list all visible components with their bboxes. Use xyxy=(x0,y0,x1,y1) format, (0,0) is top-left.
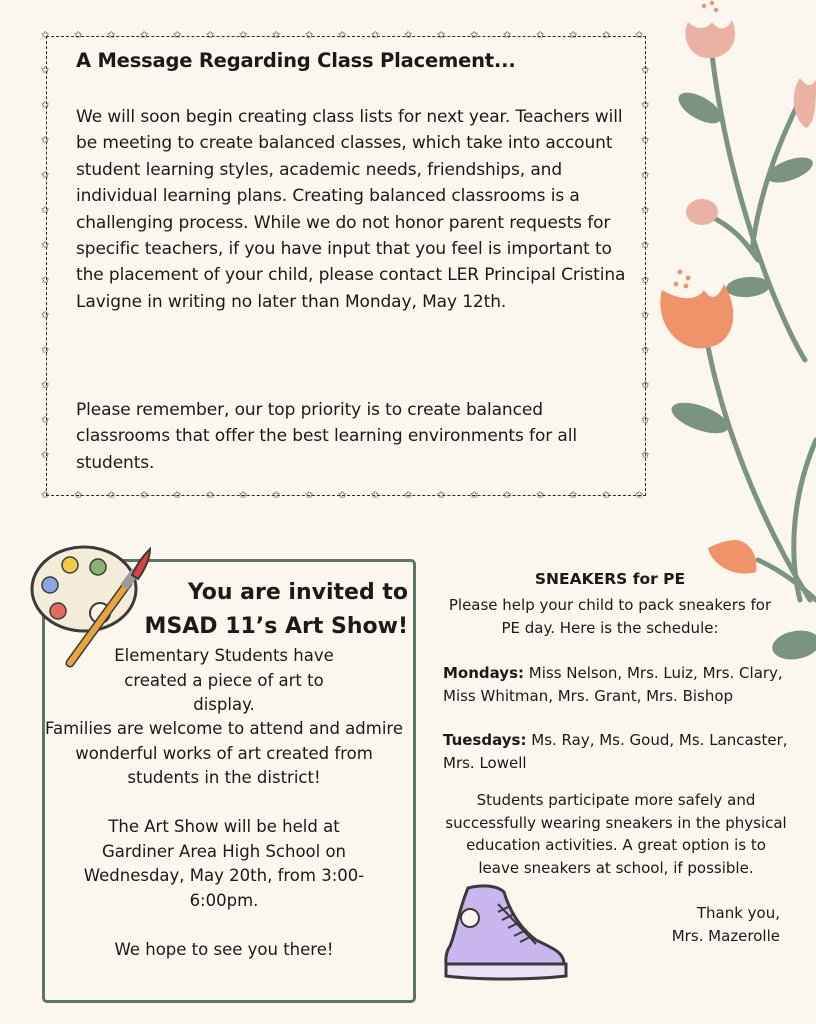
star-icon: ✩ xyxy=(641,205,650,216)
star-icon: ✩ xyxy=(602,490,611,501)
star-icon: ✩ xyxy=(41,170,50,181)
star-icon: ✩ xyxy=(641,170,650,181)
star-icon: ✩ xyxy=(206,490,215,501)
star-icon: ✩ xyxy=(635,490,644,501)
star-icon: ✩ xyxy=(641,380,650,391)
star-icon: ✩ xyxy=(602,30,611,41)
star-icon: ✩ xyxy=(140,30,149,41)
signature-name: Mrs. Mazerolle xyxy=(671,926,780,945)
flower-icon xyxy=(685,1,735,58)
star-icon: ✩ xyxy=(41,415,50,426)
star-icon: ✩ xyxy=(338,490,347,501)
star-icon: ✩ xyxy=(536,490,545,501)
art-show-title-line1: You are invited to xyxy=(187,580,408,605)
star-icon: ✩ xyxy=(404,490,413,501)
star-icon: ✩ xyxy=(41,345,50,356)
star-icon: ✩ xyxy=(41,135,50,146)
monday-teachers: Miss Nelson, Mrs. Luiz, Mrs. Clary, Miss Whitman, Mrs. Grant, Mrs. Bishop xyxy=(443,664,783,705)
placement-title: A Message Regarding Class Placement... xyxy=(76,49,516,72)
star-icon: ✩ xyxy=(569,490,578,501)
star-icon: ✩ xyxy=(239,30,248,41)
star-icon: ✩ xyxy=(371,490,380,501)
art-show-paragraph: Elementary Students have created a piece of art to display. xyxy=(114,646,334,714)
star-icon: ✩ xyxy=(503,490,512,501)
star-icon: ✩ xyxy=(41,240,50,251)
art-show-details: The Art Show will be held at Gardiner Area High School on Wednesday, May 20th, from 3:00-6:00pm. xyxy=(83,817,365,910)
flower-icon xyxy=(660,270,733,349)
star-icon: ✩ xyxy=(239,490,248,501)
sneakers-note: Students participate more safely and successfully wearing sneakers in the physical education activities. A great option is to leave sneakers at school, if possible. xyxy=(445,791,787,877)
star-icon: ✩ xyxy=(206,30,215,41)
star-icon: ✩ xyxy=(305,30,314,41)
sneaker-icon xyxy=(440,882,572,984)
star-icon: ✩ xyxy=(641,240,650,251)
art-show-closing: We hope to see you there! xyxy=(114,940,334,959)
star-icon: ✩ xyxy=(641,450,650,461)
star-icon: ✩ xyxy=(41,310,50,321)
star-icon: ✩ xyxy=(74,490,83,501)
star-icon: ✩ xyxy=(41,205,50,216)
thanks-text: Thank you, xyxy=(696,904,780,922)
star-icon: ✩ xyxy=(41,100,50,111)
star-icon: ✩ xyxy=(569,30,578,41)
star-icon: ✩ xyxy=(641,345,650,356)
star-icon: ✩ xyxy=(470,490,479,501)
star-icon: ✩ xyxy=(41,275,50,286)
star-icon: ✩ xyxy=(641,100,650,111)
star-icon: ✩ xyxy=(41,65,50,76)
art-show-paragraph: Families are welcome to attend and admire wonderful works of art created from students in the district! xyxy=(45,719,403,787)
sneakers-signoff xyxy=(560,902,780,947)
star-icon: ✩ xyxy=(437,30,446,41)
star-icon: ✩ xyxy=(641,275,650,286)
star-icon: ✩ xyxy=(74,30,83,41)
star-icon: ✩ xyxy=(305,490,314,501)
star-icon: ✩ xyxy=(641,310,650,321)
schedule-monday xyxy=(443,662,793,707)
star-icon: ✩ xyxy=(41,490,50,501)
star-icon: ✩ xyxy=(41,450,50,461)
star-icon: ✩ xyxy=(371,30,380,41)
sneakers-title: SNEAKERS for PE xyxy=(534,570,686,588)
placement-reminder: Please remember, our top priority is to create balanced classrooms that offer the best learning environments for all students. xyxy=(76,400,577,473)
sneakers-intro: Please help your child to pack sneakers for PE day. Here is the schedule: xyxy=(448,596,772,637)
star-icon: ✩ xyxy=(470,30,479,41)
star-icon: ✩ xyxy=(107,490,116,501)
star-icon: ✩ xyxy=(437,490,446,501)
tuesday-label: Tuesdays: xyxy=(443,731,527,749)
star-icon: ✩ xyxy=(173,490,182,501)
star-icon: ✩ xyxy=(635,30,644,41)
star-icon: ✩ xyxy=(272,30,281,41)
art-show-title xyxy=(100,576,408,644)
schedule-tuesday xyxy=(443,729,793,774)
star-icon: ✩ xyxy=(41,380,50,391)
star-icon: ✩ xyxy=(503,30,512,41)
star-icon: ✩ xyxy=(272,490,281,501)
monday-label: Mondays: xyxy=(443,664,525,682)
tuesday-teachers: Ms. Ray, Ms. Goud, Ms. Lancaster, Mrs. Lowell xyxy=(443,731,788,772)
star-icon: ✩ xyxy=(338,30,347,41)
star-icon: ✩ xyxy=(641,135,650,146)
star-icon: ✩ xyxy=(107,30,116,41)
placement-paragraph: We will soon begin creating class lists for next year. Teachers will be meeting to create balanced classes, which take into account student learning styles, academic needs, friendships, and individual learning plans. Creating balanced classrooms is a challenging process. While we do not honor parent requests for specific teachers, if you have input that you feel is important to the placement of your child, please contact LER Principal Cristina Lavigne in writing no later than Monday, May 12th. xyxy=(76,107,626,312)
star-icon: ✩ xyxy=(641,65,650,76)
art-show-title-line2: MSAD 11’s Art Show! xyxy=(144,614,408,639)
star-icon: ✩ xyxy=(41,30,50,41)
star-icon: ✩ xyxy=(140,490,149,501)
star-icon: ✩ xyxy=(404,30,413,41)
star-icon: ✩ xyxy=(173,30,182,41)
star-icon: ✩ xyxy=(641,415,650,426)
star-icon: ✩ xyxy=(536,30,545,41)
